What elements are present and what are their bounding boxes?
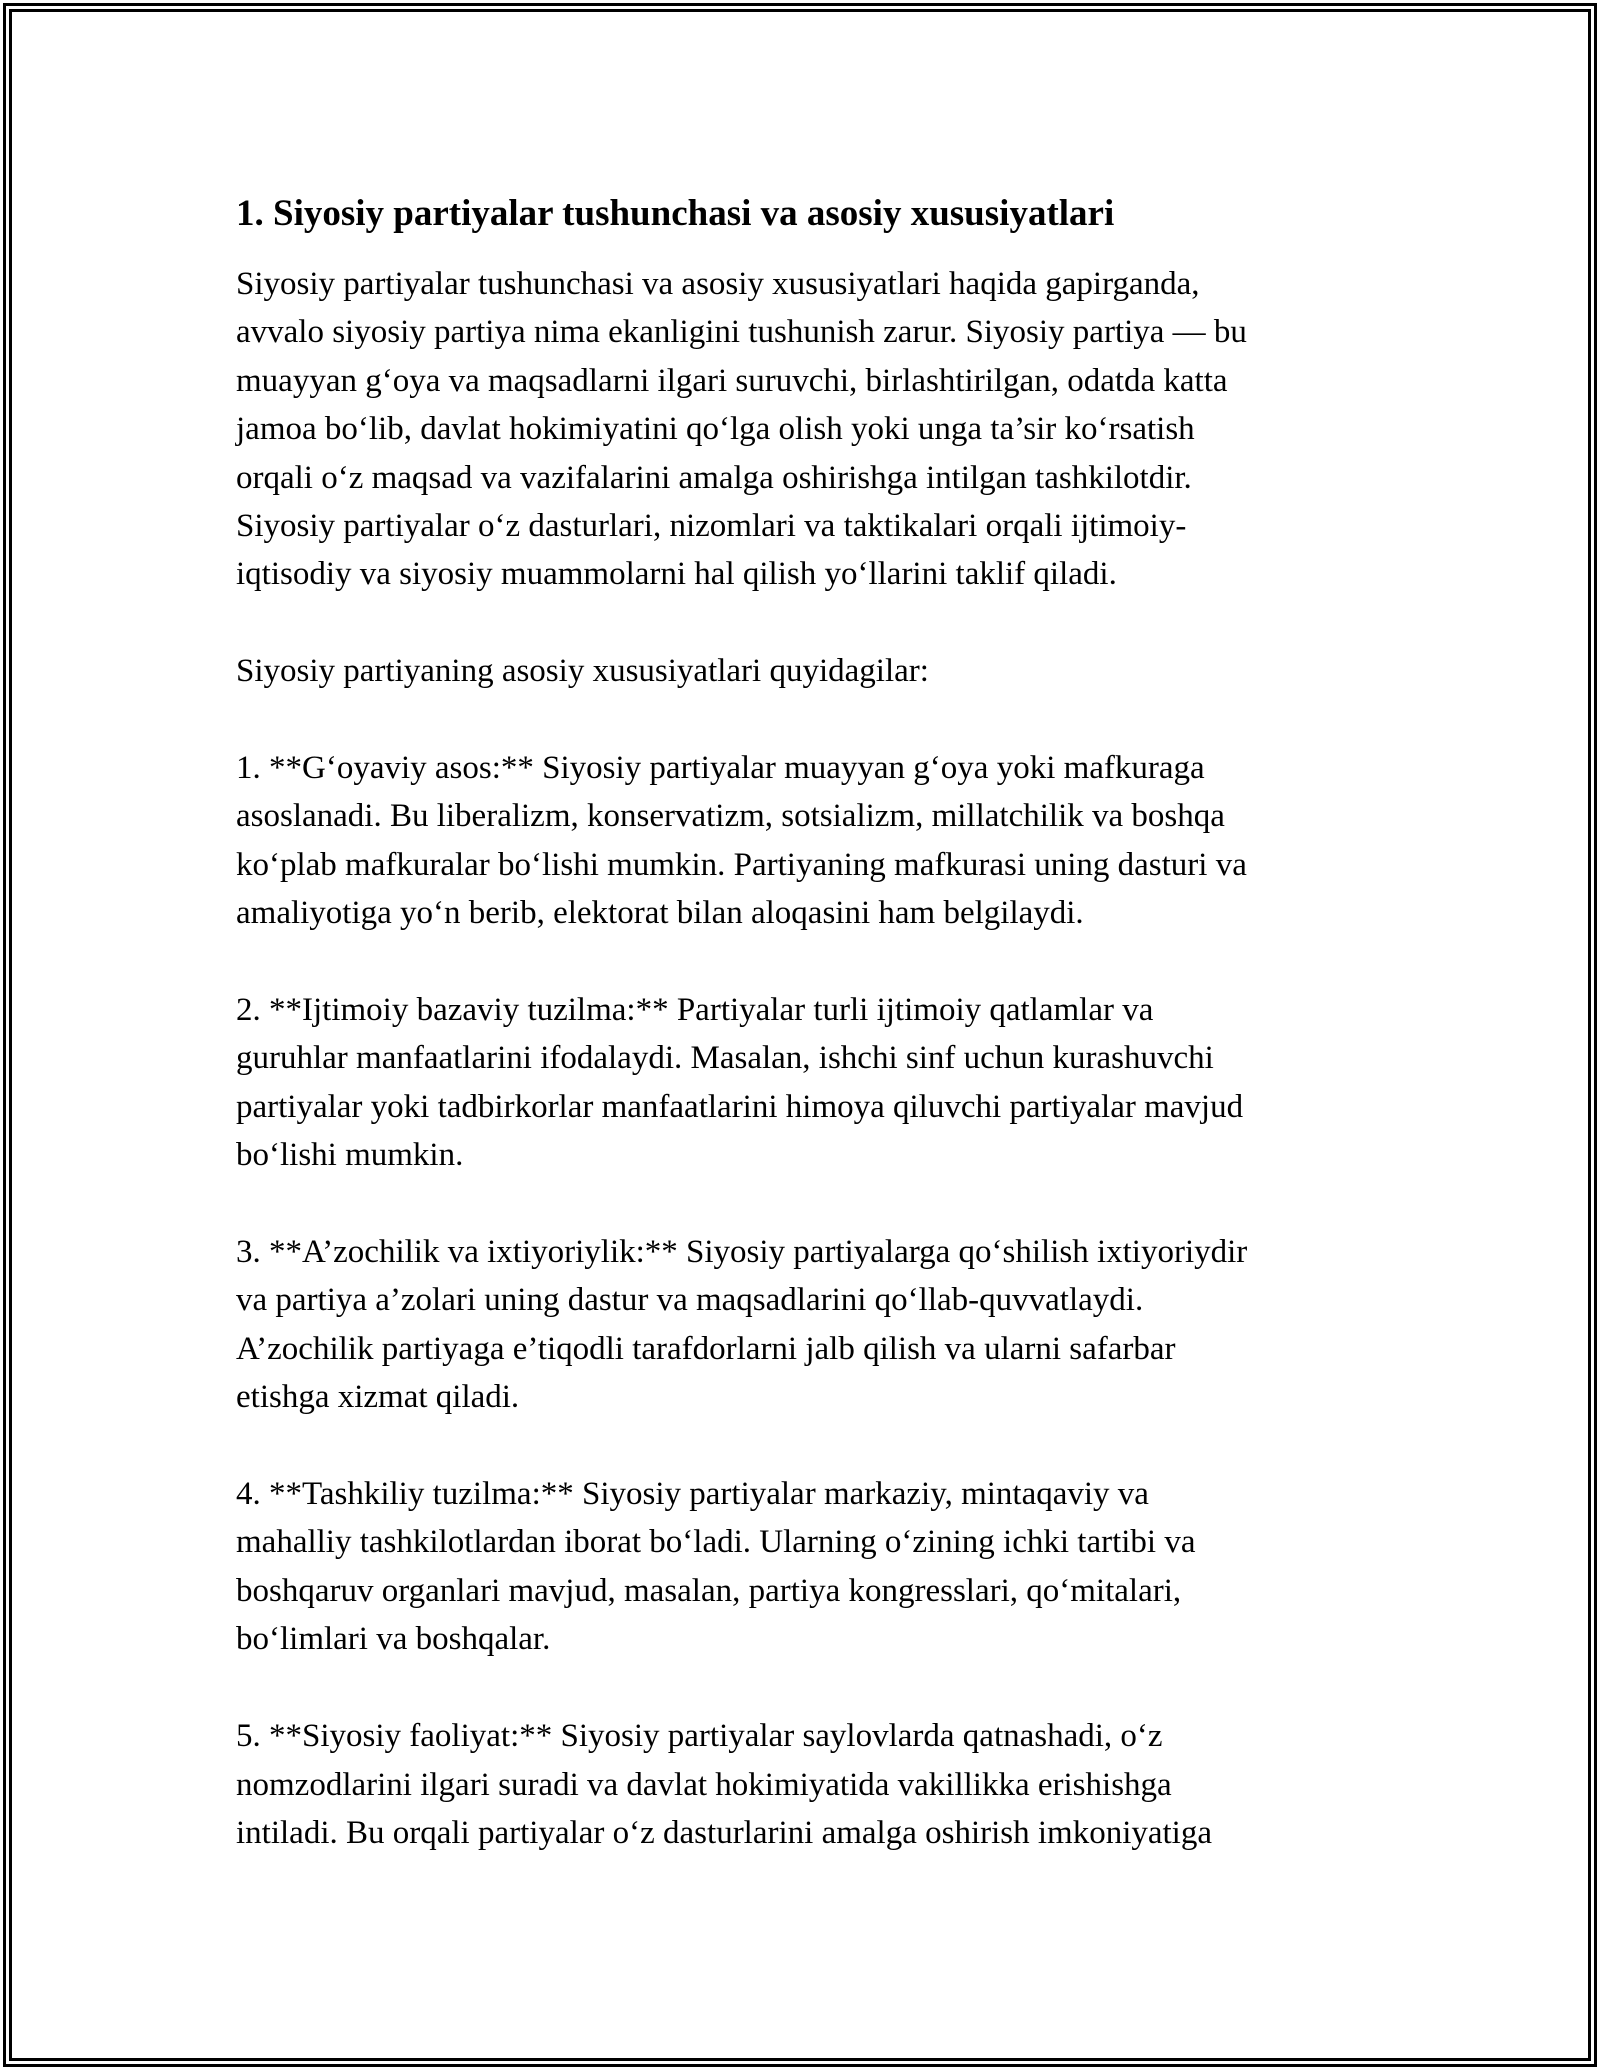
intro-paragraph: Siyosiy partiyalar tushunchasi va asosiy xususiyatlari haqida gapirganda, avvalo siyosiy partiya nima ekanligini tushunish zarur. Siyosiy partiya — bu muayyan g‘oya va maqsadlarni ilgari suruvchi, birlashtirilgan, odatda katta jamoa bo‘lib, davlat hokimiyatini qo‘lga olish yoki unga ta’sir ko‘rsatish orqali o‘z maqsad va vazifalarini amalga oshirishga intilgan tashkilotdir. Siyosiy partiyalar o‘z dasturlari, nizomlari va taktikalari orqali ijtimoiy- iqtisodiy va siyosiy muammolarni hal qilish yo‘llarini taklif qiladi. [236,266,1247,593]
list-intro-paragraph: Siyosiy partiyaning asosiy xususiyatlari quyidagilar: [236,653,929,690]
list-item-political-activity: 5. **Siyosiy faoliyat:** Siyosiy partiyalar saylovlarda qatnashadi, o‘z nomzodlarini ilgari suradi va davlat hokimiyatida vakillikka erishishga intiladi. Bu orqali partiyalar o‘z dasturlarini amalga oshirish imkoniyatiga [236,1718,1212,1851]
list-item-ideological-basis: 1. **G‘oyaviy asos:** Siyosiy partiyalar muayyan g‘oya yoki mafkuraga asoslanadi. Bu liberalizm, konservatizm, sotsializm, millatchilik va boshqa ko‘plab mafkuralar bo‘lishi mumkin. Partiyaning mafkurasi uning dasturi va amaliyotiga yo‘n berib, elektorat bilan aloqasini ham belgilaydi. [236,750,1247,932]
document-body [236,188,1366,1906]
list-item-organizational-structure: 4. **Tashkiliy tuzilma:** Siyosiy partiyalar markaziy, mintaqaviy va mahalliy tashkilotlardan iborat bo‘ladi. Ularning o‘zining ichki tartibi va boshqaruv organlari mavjud, masalan, partiya kongresslari, qo‘mitalari, bo‘limlari va boshqalar. [236,1476,1196,1658]
list-item-membership: 3. **A’zochilik va ixtiyoriylik:** Siyosiy partiyalarga qo‘shilish ixtiyoriydir va partiya a’zolari uning dastur va maqsadlarini qo‘llab-quvvatlaydi. A’zochilik partiyaga e’tiqodli tarafdorlarni jalb qilish va ularni safarbar etishga xizmat qiladi. [236,1234,1248,1416]
section-heading: 1. Siyosiy partiyalar tushunchasi va asosiy xususiyatlari [236,193,1115,234]
list-item-social-base: 2. **Ijtimoiy bazaviy tuzilma:** Partiyalar turli ijtimoiy qatlamlar va guruhlar manfaatlarini ifodalaydi. Masalan, ishchi sinf uchun kurashuvchi partiyalar yoki tadbirkorlar manfaatlarini himoya qiluvchi partiyalar mavjud bo‘lishi mumkin. [236,992,1244,1174]
